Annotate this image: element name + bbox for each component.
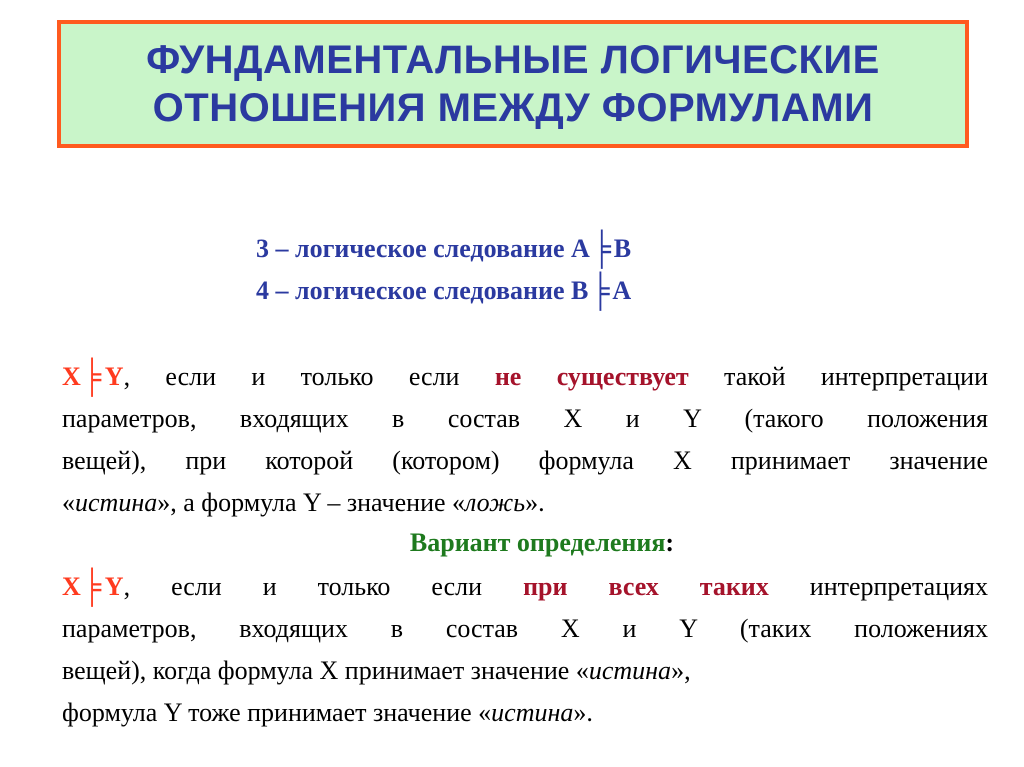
formula-y: Y (104, 362, 124, 391)
paragraph-2-line-1 (62, 566, 988, 608)
definition-4-text: 4 – логическое следование B (256, 276, 589, 305)
entailment-symbol: ╞ (82, 358, 102, 395)
definition-paragraph-2 (62, 566, 988, 734)
variant-colon: : (665, 528, 675, 557)
italic-true: истина (491, 698, 574, 727)
italic-true: истина (75, 488, 158, 517)
variant-heading (0, 522, 1024, 564)
emphasis-not-exists: не существует (494, 362, 689, 391)
formula-y: Y (104, 572, 124, 601)
paragraph-1-line-1 (62, 356, 988, 398)
definition-3-target: B (613, 234, 632, 263)
entailment-symbol: ╞ (82, 568, 102, 605)
emphasis-for-all: при всех таких (523, 572, 769, 601)
definition-4 (256, 270, 631, 312)
title-line-1: ФУНДАМЕНТАЛЬНЫЕ ЛОГИЧЕСКИЕ (146, 38, 880, 82)
italic-true: истина (588, 656, 672, 685)
entailment-symbol: ╞ (592, 230, 611, 267)
formula-x: X (62, 572, 81, 601)
title-line-2: ОТНОШЕНИЯ МЕЖДУ ФОРМУЛАМИ (152, 86, 874, 130)
variant-label: Вариант определения (409, 528, 666, 557)
paragraph-2-text: интерпретациях (768, 572, 988, 601)
definition-4-target: A (612, 276, 632, 305)
paragraph-1-line-4: «истина», а формула Y – значение «ложь». (62, 488, 545, 517)
entailment-symbol: ╞ (591, 272, 610, 309)
paragraph-1-line-2: параметров, входящих в состав X и Y (такого положения (62, 404, 988, 433)
paragraph-1-line-3: вещей), при которой (котором) формула X принимает значение (62, 446, 988, 475)
definitions-list (256, 228, 631, 312)
definition-3-text: 3 – логическое следование A (256, 234, 590, 263)
title-box (57, 20, 969, 148)
paragraph-1-text: такой интерпретации (688, 362, 988, 391)
paragraph-1-text: , если и только если (123, 362, 495, 391)
paragraph-2-line-2: параметров, входящих в состав X и Y (таких положениях (62, 614, 988, 643)
paragraph-2-line-3: вещей), когда формула X принимает значение «истина», (62, 656, 691, 685)
definition-paragraph-1 (62, 356, 988, 524)
paragraph-2-text: , если и только если (123, 572, 524, 601)
formula-x: X (62, 362, 81, 391)
paragraph-2-line-4: формула Y тоже принимает значение «истина». (62, 698, 593, 727)
italic-false: ложь (465, 488, 526, 517)
definition-3 (256, 228, 631, 270)
